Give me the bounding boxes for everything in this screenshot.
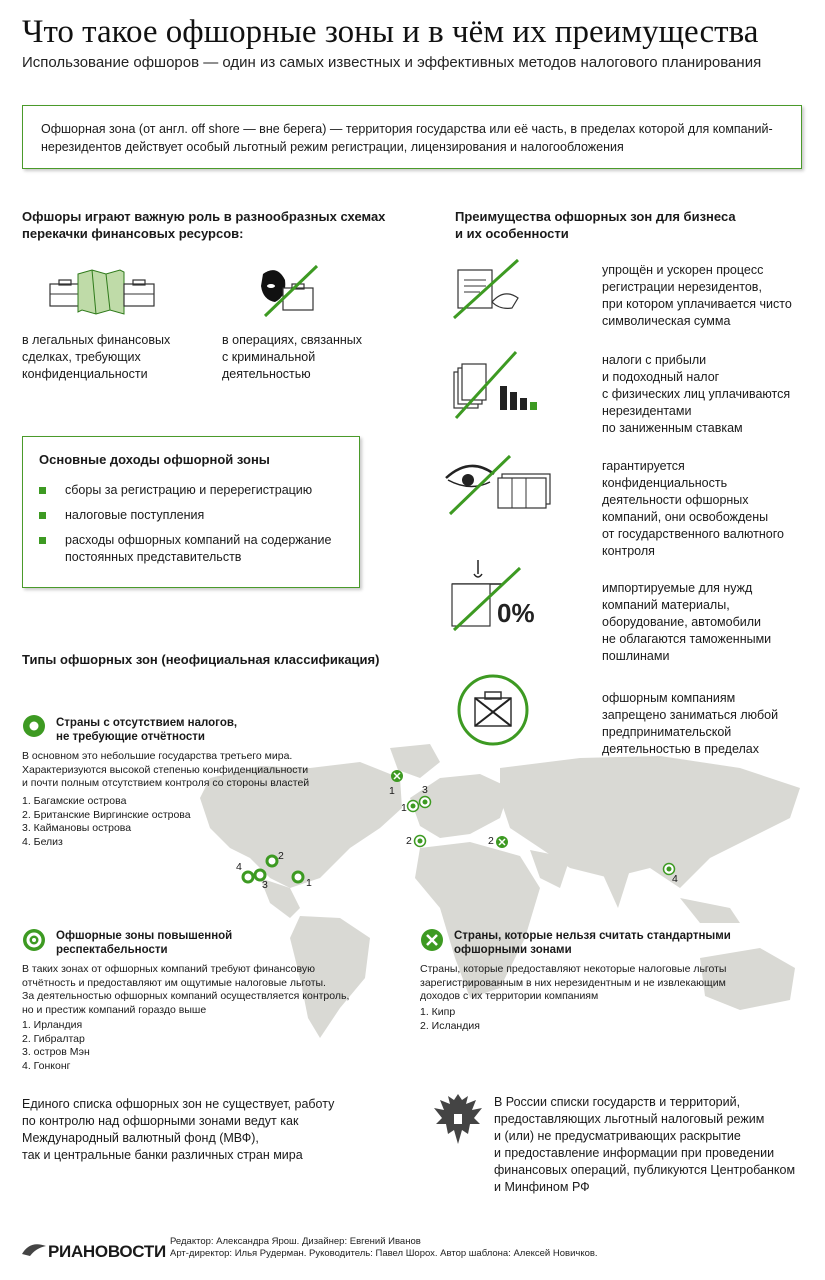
advantages-heading-line: и их особенности <box>455 226 569 241</box>
list-item: 2. Исландия <box>420 1019 480 1032</box>
no-tax-list <box>22 795 191 849</box>
income-item-text: сборы за регистрацию и перерегистрацию <box>65 483 313 497</box>
credits-line: Арт-директор: Илья Рудерман. Руководитель: Павел Шорох. Автор шаблона: Алексей Новичков. <box>170 1248 598 1259</box>
note-line: по контролю над офшорными зонами ведут как <box>22 1114 299 1128</box>
advantage-line: регистрации нерезидентов, <box>602 280 762 294</box>
advantage-line: деятельности офшорных <box>602 493 749 507</box>
advantage-line: импортируемые для нужд <box>602 581 753 595</box>
map-marker-label: 2 <box>406 835 412 847</box>
desc-line: отчётность и предоставляют им ощутимые налоговые льготы. <box>22 976 326 989</box>
non-standard-list <box>420 1006 480 1033</box>
heading-line: Офшорные зоны повышенной <box>56 930 233 942</box>
map-marker-label: 4 <box>236 861 242 873</box>
respectable-list <box>22 1019 90 1073</box>
heading-line: Страны с отсутствием налогов, <box>56 717 238 729</box>
marker-respectable[interactable] <box>408 797 675 875</box>
russian-eagle-emblem-icon <box>430 1090 486 1148</box>
page-title: Что такое офшорные зоны и в чём их преимущества <box>22 14 759 50</box>
no-tax-legend-icon <box>22 714 46 738</box>
desc-line: За деятельностью офшорных компаний осуществляется контроль, <box>22 990 350 1002</box>
map-marker-label: 1 <box>389 785 395 797</box>
definition-line: Офшорная зона (от англ. off shore — вне берега) — территория государства или её часть, в пределах которой для компаний- <box>41 122 773 136</box>
advantage-line: не облагаются таможенными <box>602 632 772 646</box>
advantage-line: пошлинами <box>602 649 670 663</box>
respectable-heading <box>56 929 232 957</box>
caption-line: в операциях, связанных <box>222 333 363 347</box>
caption-line: в легальных финансовых <box>22 333 171 347</box>
zero-percent-label: 0% <box>497 598 535 628</box>
note-line: и Минфином РФ <box>494 1180 590 1194</box>
desc-line: и почти полным отсутствием контроля со стороны властей <box>22 777 310 789</box>
list-item: 3. Каймановы острова <box>22 822 132 834</box>
marker-no-tax[interactable] <box>243 856 303 882</box>
advantage-line: гарантируется <box>602 459 685 473</box>
respectable-description <box>22 963 349 1017</box>
advantage-line: упрощён и ускорен процесс <box>602 263 764 277</box>
map-marker-label: 1 <box>306 877 312 889</box>
definition-line: нерезидентов действует особый льготный режим регистрации, лицензирования и налогообложения <box>41 140 624 154</box>
list-item: 2. Гибралтар <box>22 1032 85 1045</box>
non-standard-description <box>420 963 726 1004</box>
credits <box>170 1236 598 1260</box>
types-heading: Типы офшорных зон (неофициальная классификация) <box>22 652 380 667</box>
list-item: 4. Гонконг <box>22 1059 71 1072</box>
russia-note <box>494 1094 795 1196</box>
caption-line: деятельностью <box>222 367 311 381</box>
advantage-line: контроля <box>602 544 655 558</box>
note-line: и (или) не предусматривающих раскрытие <box>494 1129 741 1143</box>
list-item: 4. Белиз <box>22 835 63 848</box>
desc-line: но и престиж компаний гораздо выше <box>22 1003 207 1016</box>
no-tax-heading <box>56 716 237 744</box>
ria-logo-icon <box>22 1242 46 1258</box>
note-line: В России списки государств и территорий, <box>494 1095 741 1109</box>
no-tax-description <box>22 750 309 791</box>
advantage-line: оборудование, автомобили <box>602 615 762 629</box>
note-line: предоставляющих льготный налоговый режим <box>494 1112 765 1126</box>
advantage-line: нерезидентами <box>602 404 692 418</box>
credits-line: Редактор: Александра Ярош. Дизайнер: Евгений Иванов <box>170 1236 421 1247</box>
list-item: 1. Кипр <box>420 1006 456 1018</box>
roles-heading-line: перекачки финансовых ресурсов: <box>22 226 244 241</box>
note-line: и предоставление информации при проведении <box>494 1146 775 1160</box>
page-subtitle: Использование офшоров — один из самых известных и эффективных методов налогового планирования <box>22 54 762 71</box>
ria-logo: РИАНОВОСТИ <box>48 1242 166 1261</box>
map-marker-label: 2 <box>278 850 284 862</box>
desc-line: доходов с их территории компаниям <box>420 990 599 1002</box>
roles-heading-line: Офшоры играют важную роль в разнообразных схемах <box>22 209 386 224</box>
map-marker-label: 2 <box>488 835 494 847</box>
non-standard-heading <box>454 929 731 957</box>
desc-line: В таких зонах от офшорных компаний требуют финансовую <box>22 963 315 975</box>
list-item: 1. Ирландия <box>22 1019 83 1031</box>
heading-line: Страны, которые нельзя считать стандартными <box>454 930 731 942</box>
income-heading: Основные доходы офшорной зоны <box>39 452 270 467</box>
list-item: 1. Багамские острова <box>22 795 127 807</box>
advantage-line: от государственного валютного <box>602 527 784 541</box>
advantage-line: с физических лиц уплачиваются <box>602 387 791 401</box>
advantage-line: офшорным компаниям <box>602 691 736 705</box>
income-item-text: расходы офшорных компаний на содержание <box>65 533 332 547</box>
advantages-heading-line: Преимущества офшорных зон для бизнеса <box>455 209 736 224</box>
caption-line: с криминальной <box>222 350 316 364</box>
list-item: 2. Британские Виргинские острова <box>22 808 191 821</box>
map-marker-label: 1 <box>401 802 407 814</box>
advantage-line: запрещено заниматься любой <box>602 708 779 722</box>
caption-line: конфиденциальности <box>22 367 148 381</box>
advantage-line: налоги с прибыли <box>602 353 707 367</box>
list-item: 3. остров Мэн <box>22 1046 90 1058</box>
advantage-line: и подоходный налог <box>602 370 720 384</box>
map-marker-label: 3 <box>422 784 428 796</box>
note-line: Единого списка офшорных зон не существует, работу <box>22 1097 335 1111</box>
advantage-line: конфиденциальность <box>602 476 728 490</box>
desc-line: Характеризуются высокой степенью конфиденциальности <box>22 763 309 776</box>
income-item-text: постоянных представительств <box>65 550 242 564</box>
advantage-line: компаний материалы, <box>602 598 730 612</box>
advantage-line: символическая сумма <box>602 314 731 328</box>
note-line: финансовых операций, публикуются Центробанком <box>494 1163 796 1177</box>
desc-line: Страны, которые предоставляют некоторые налоговые льготы <box>420 963 727 975</box>
map-marker-label: 4 <box>672 873 678 885</box>
advantage-line: при котором уплачивается чисто <box>602 297 792 311</box>
heading-line: не требующие отчётности <box>56 731 205 743</box>
note-line: Международный валютный фонд (МВФ), <box>22 1131 259 1145</box>
income-item-text: налоговые поступления <box>65 508 205 522</box>
no-single-list-note <box>22 1096 334 1164</box>
desc-line: В основном это небольшие государства третьего мира. <box>22 750 293 762</box>
advantage-line: деятельностью в пределах <box>602 742 759 756</box>
advantage-line: по заниженным ставкам <box>602 421 743 435</box>
non-standard-legend-icon <box>420 928 444 952</box>
caption-line: сделках, требующих <box>22 350 141 364</box>
map-marker-label: 3 <box>262 879 268 891</box>
desc-line: зарегистрированным в них нерезидентным и не извлекающим <box>420 976 726 989</box>
respectable-legend-icon <box>22 928 46 952</box>
heading-line: респектабельности <box>56 944 168 956</box>
note-line: так и центральные банки различных стран мира <box>22 1148 303 1162</box>
advantage-line: компаний, они освобождены <box>602 510 769 524</box>
advantage-line: предпринимательской <box>602 725 732 739</box>
heading-line: офшорными зонами <box>454 944 572 956</box>
